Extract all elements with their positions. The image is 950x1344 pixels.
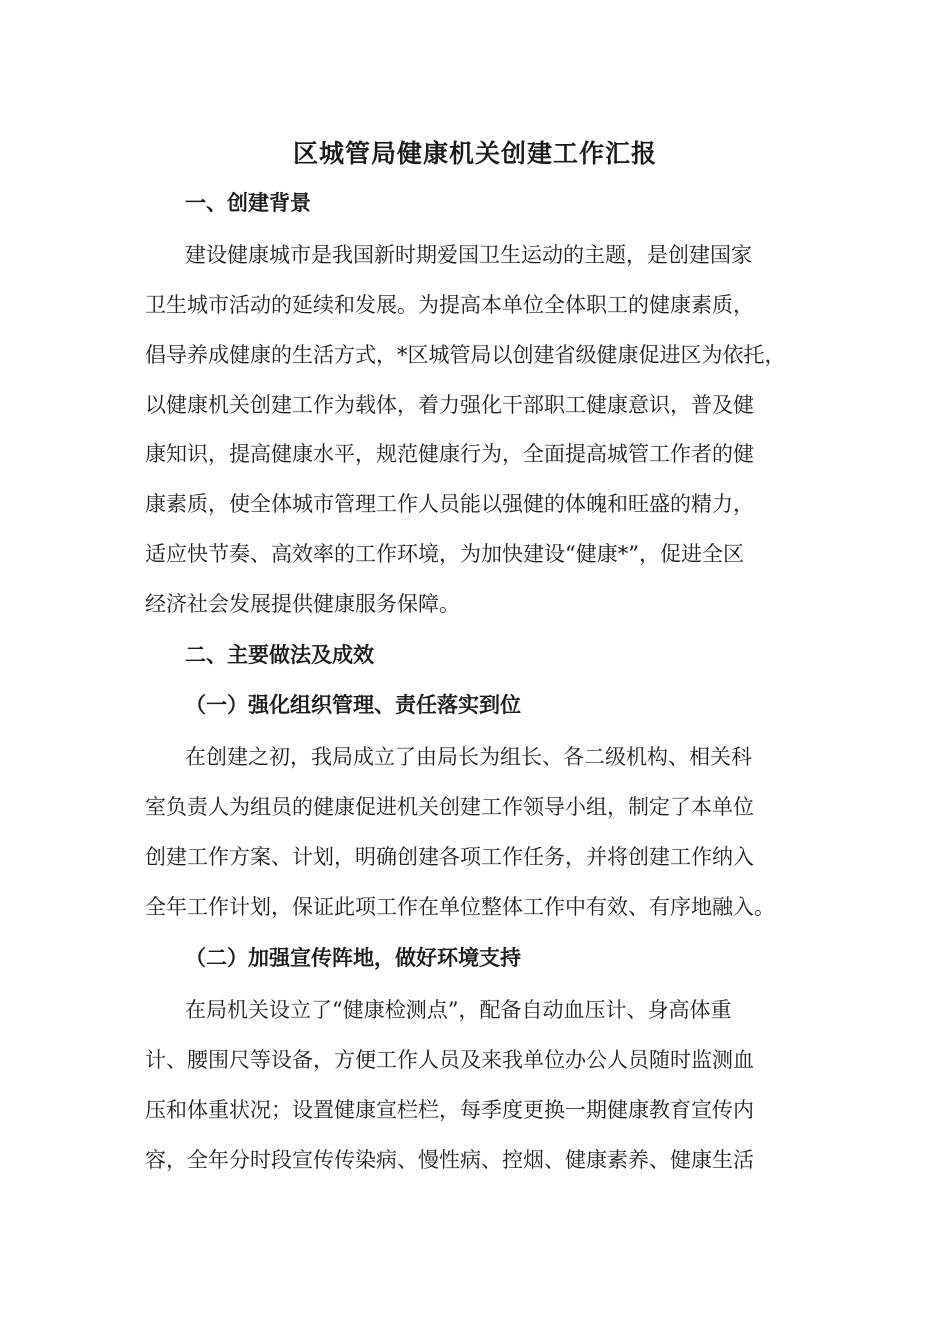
subsection-heading-organization: （一）强化组织管理、责任落实到位: [185, 692, 521, 717]
paragraph-line: 计、腰围尺等设备，方便工作人员及来我单位办公人员随时监测血: [145, 1048, 754, 1072]
paragraph-line: 在局机关设立了“健康检测点”，配备自动血压计、身高体重: [185, 998, 732, 1022]
paragraph-line: 在创建之初，我局成立了由局长为组长、各二级机构、相关科: [185, 745, 752, 769]
paragraph-line: 以健康机关创建工作为载体，着力强化干部职工健康意识，普及健: [145, 393, 754, 417]
paragraph-line: 经济社会发展提供健康服务保障。: [145, 592, 460, 616]
paragraph-line: 容，全年分时段宣传传染病、慢性病、控烟、健康素养、健康生活: [145, 1148, 754, 1172]
paragraph-line: 全年工作计划，保证此项工作在单位整体工作中有效、有序地融入。: [145, 895, 775, 919]
paragraph-line: 康素质，使全体城市管理工作人员能以强健的体魄和旺盛的精力，: [145, 492, 754, 516]
paragraph-line: 适应快节奏、高效率的工作环境，为加快建设“健康*”，促进全区: [145, 542, 744, 566]
paragraph-line: 室负责人为组员的健康促进机关创建工作领导小组，制定了本单位: [145, 795, 754, 819]
paragraph-line: 压和体重状况；设置健康宣栏栏，每季度更换一期健康教育宣传内: [145, 1098, 754, 1122]
subsection-heading-publicity: （二）加强宣传阵地，做好环境支持: [185, 945, 521, 970]
document-title: 区城管局健康机关创建工作汇报: [292, 139, 657, 168]
paragraph-line: 康知识，提高健康水平，规范健康行为，全面提高城管工作者的健: [145, 442, 754, 466]
paragraph-line: 建设健康城市是我国新时期爱国卫生运动的主题，是创建国家: [185, 243, 752, 267]
paragraph-line: 创建工作方案、计划，明确创建各项工作任务，并将创建工作纳入: [145, 845, 754, 869]
section-heading-methods: 二、主要做法及成效: [185, 642, 374, 667]
section-heading-background: 一、创建背景: [185, 190, 311, 215]
paragraph-line: 卫生城市活动的延续和发展。为提高本单位全体职工的健康素质，: [145, 293, 754, 317]
paragraph-line: 倡导养成健康的生活方式，*区城管局以创建省级健康促进区为依托，: [145, 343, 786, 367]
